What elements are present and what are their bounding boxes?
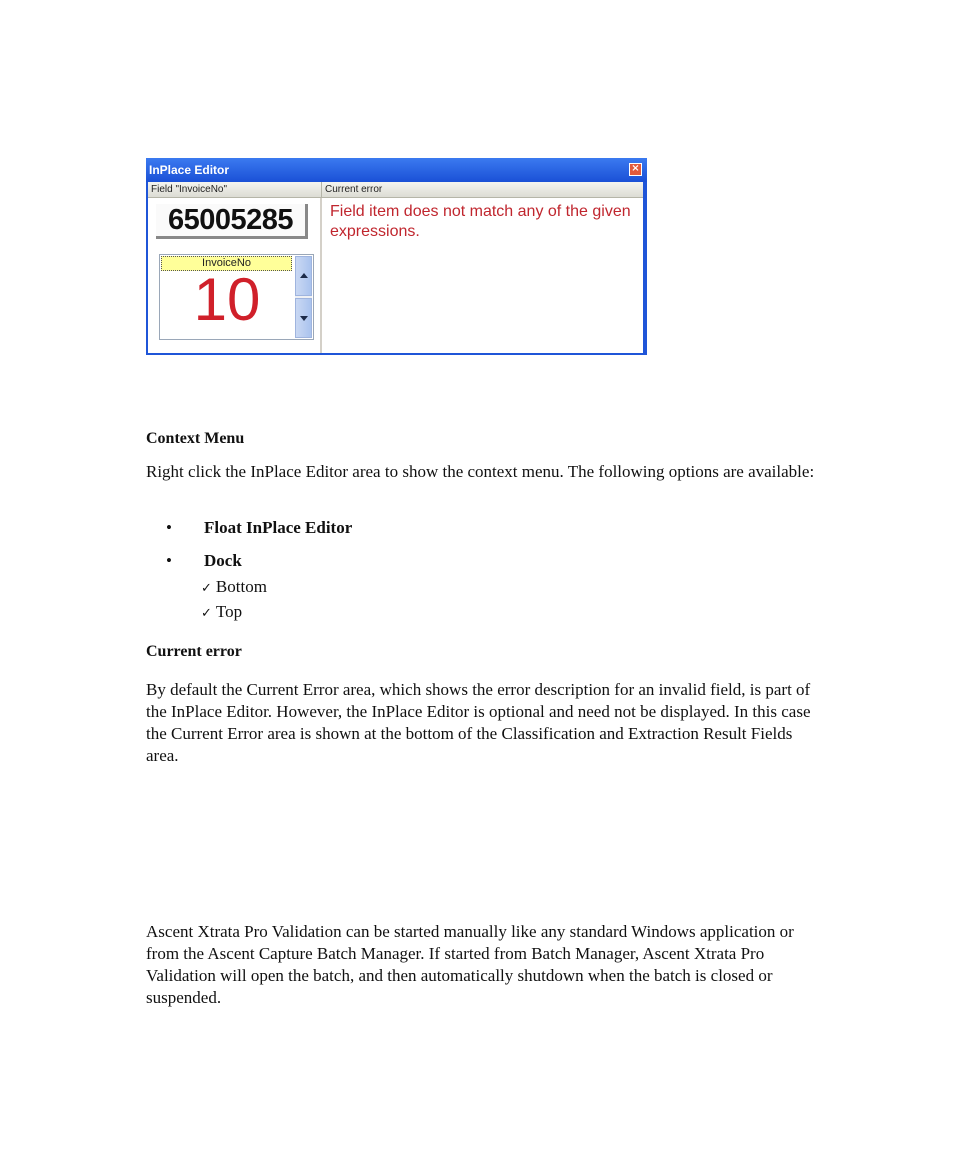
checkmark-icon: ✓ [201, 606, 212, 621]
scroll-down-button[interactable] [295, 298, 312, 338]
error-message: Field item does not match any of the given expressions. [330, 203, 631, 240]
window-title: InPlace Editor [149, 163, 230, 177]
field-pane [148, 198, 322, 353]
bullet-label: Float InPlace Editor [204, 518, 353, 537]
document-snippet-image: 65005285 [156, 204, 308, 239]
field-editor[interactable] [159, 254, 314, 340]
field-column-header: Field "InvoiceNo" [148, 182, 322, 198]
bullet-icon: • [166, 518, 172, 537]
close-icon[interactable]: × [629, 163, 642, 176]
field-label: InvoiceNo [161, 256, 292, 271]
dock-option-top [201, 601, 242, 625]
error-column-header: Current error [322, 182, 643, 198]
dock-option-label: Top [215, 602, 243, 621]
inplace-editor-window [146, 158, 647, 355]
current-error-heading: Current error [146, 643, 242, 660]
field-scrollbar[interactable] [295, 256, 312, 338]
checkmark-icon: ✓ [201, 581, 212, 596]
bullet-label: Dock [204, 551, 242, 570]
current-error-body: By default the Current Error area, which shows the error description for an invalid field, is part of the InPlace Editor. However, the InPlace Editor is optional and need not be displayed. In this case the Current Error area is shown at the bottom of the Classification and Extraction Result Fields area. [146, 680, 811, 765]
field-value[interactable]: 10 [193, 266, 261, 333]
scroll-down-arrow-icon [300, 316, 308, 321]
startup-paragraph: Ascent Xtrata Pro Validation can be started manually like any standard Windows application or from the Ascent Capture Batch Manager. If started from Batch Manager, Ascent Xtrata Pro Validation will open the batch, and then automatically shutdown when the batch is closed or suspended. [146, 922, 794, 1007]
dock-option-bottom [201, 576, 267, 600]
dock-option-label: Bottom [215, 577, 267, 596]
current-error-pane [324, 198, 643, 353]
title-bar[interactable] [146, 158, 647, 182]
context-menu-heading: Context Menu [146, 430, 245, 447]
editor-client-area [148, 182, 643, 353]
context-menu-intro: Right click the InPlace Editor area to show the context menu. The following options are available: [146, 462, 815, 481]
bullet-icon: • [166, 551, 172, 570]
scroll-up-button[interactable] [295, 256, 312, 296]
scroll-up-arrow-icon [300, 273, 308, 278]
